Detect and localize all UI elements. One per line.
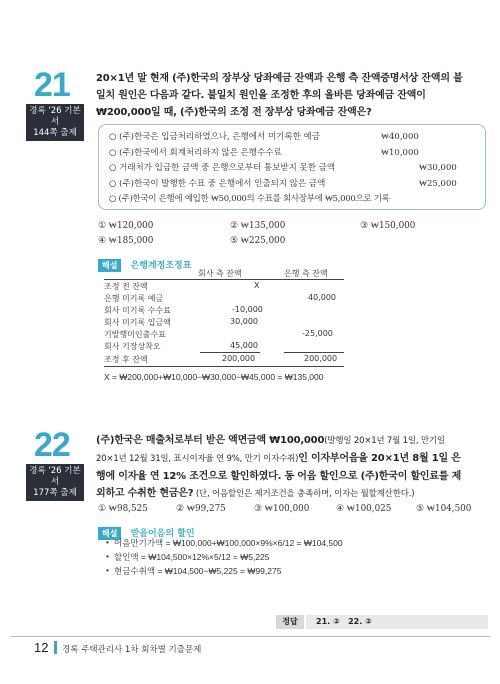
given-item-text: ○ (주)한국은 입금처리하였으나, 은행에서 미기록한 예금: [109, 132, 320, 142]
stem-bold: 인 이자부어음을 20×1년 8월 1일 은: [298, 453, 461, 464]
question-tag-22: [26, 464, 84, 501]
table-header-bank: 은행 측 잔액: [284, 269, 328, 278]
table-row-bank: 200,000: [304, 354, 338, 363]
given-item: [109, 146, 475, 162]
given-item: [109, 130, 475, 146]
choice-3[interactable]: ③ ₩100,000: [254, 504, 310, 514]
answer-label: 정답: [276, 615, 304, 629]
choice-4[interactable]: ④ ₩100,025: [336, 504, 392, 514]
table-row-label: 회사 미기록 수수료: [104, 306, 171, 315]
given-item-amount: ₩40,000: [381, 132, 419, 142]
page-number: 12: [34, 640, 49, 655]
table-row-company: 200,000: [222, 354, 256, 363]
stem-line: 20×1년 말 현재 (주)한국의 장부상 당좌예금 잔액과 은행 측 잔액증명서상 잔액의 불: [96, 73, 463, 84]
stem-line: [96, 450, 488, 468]
stem-light: (발행일 20×1년 7월 1일, 만기일: [324, 436, 445, 446]
table-row: [104, 293, 336, 304]
choice-5[interactable]: ⑤ ₩104,500: [416, 504, 472, 514]
choice-1[interactable]: ① ₩120,000: [98, 221, 154, 231]
table-row: [104, 329, 333, 340]
stem-line: [96, 485, 488, 503]
question-tag-line2: 144쪽 출제: [33, 128, 77, 138]
table-rule-top: [104, 279, 344, 280]
table-row-label: 조정 후 잔액: [104, 355, 148, 364]
question-tag-21: [26, 104, 84, 141]
footer-title: 경록 주택관리사 1차 회차별 기출문제: [62, 645, 202, 655]
table-row: [104, 305, 263, 316]
given-item-amount: ₩30,000: [419, 163, 457, 173]
stem-line: [96, 432, 488, 450]
choice-4[interactable]: ④ ₩185,000: [98, 236, 154, 246]
question-tag-line2: 177쪽 출제: [33, 488, 77, 498]
reconciliation-table: [104, 268, 344, 386]
given-item-text: ○ (주)한국이 발행한 수표 중 은행에서 인출되지 않은 금액: [109, 178, 326, 189]
table-row: [104, 354, 338, 365]
question-number-22: 22: [34, 426, 70, 464]
table-row-company: X: [254, 281, 260, 290]
formula-21: X = ₩200,000+₩10,000−₩30,000−₩45,000 = ₩135,000: [104, 372, 324, 382]
stem-line: 행에 이자율 연 12% 조건으로 할인하였다. 동 어음 할인으로 (주)한국이 할인료를 제: [96, 471, 462, 482]
footer-divider: [10, 636, 490, 637]
footer-accent-bar: [54, 641, 57, 654]
table-row-label: 은행 미기록 예금: [104, 294, 164, 303]
given-item-text: ○ (주)한국에서 회계처리하지 않은 은행수수료: [109, 147, 282, 158]
question-stem-22: [96, 432, 488, 503]
stem-light: 20×1년 12월 31일, 표시이자율 연 9%, 만기 이자수취): [96, 454, 299, 464]
stem-bold: 외하고 수취한 현금은?: [96, 488, 194, 499]
explanation-bullet: • 현금수취액 = ₩104,500−₩5,225 = ₩99,275: [114, 565, 281, 577]
table-rule-sum-bank: [284, 352, 344, 353]
question-number-21: 21: [34, 66, 70, 104]
table-row-company: 45,000: [230, 341, 258, 350]
given-items-box: [98, 124, 486, 210]
explanation-title: 은행계정조정표: [130, 261, 192, 271]
explanation-title: 받을어음의 할인: [130, 529, 195, 539]
table-row-company: -10,000: [232, 305, 263, 314]
choice-1[interactable]: ① ₩98,525: [98, 504, 148, 514]
choice-2[interactable]: ② ₩99,275: [176, 504, 226, 514]
answer-value: 21. ② 22. ②: [306, 615, 488, 629]
given-item-amount: ₩10,000: [381, 147, 419, 158]
given-item-amount: ₩25,000: [419, 178, 457, 189]
table-row-label: 기발행미인출수표: [104, 330, 166, 339]
table-row: [104, 341, 258, 352]
table-row-label: 조정 전 잔액: [104, 282, 148, 291]
table-row: [104, 317, 258, 328]
stem-light: (단, 어음할인은 제거조건을 충족하며, 이자는 월할계산한다.): [193, 489, 415, 499]
question-tag-line1: 경록 '26 기본서: [29, 106, 81, 127]
table-row-company: 30,000: [230, 317, 258, 326]
table-row: [104, 281, 260, 292]
given-item: [109, 161, 475, 177]
choice-2[interactable]: ② ₩135,000: [230, 221, 286, 231]
explanation-badge: 해설: [98, 259, 121, 272]
choice-5[interactable]: ⑤ ₩225,000: [230, 236, 286, 246]
explanation-badge: 해설: [98, 527, 121, 540]
given-item-text: ○ 거래처가 입금한 금액 중 은행으로부터 통보받지 못한 금액: [109, 163, 336, 173]
given-item-text: ○ (주)한국이 은행에 예입한 ₩50,000의 수표를 회사장부에 ₩5,000으로 기록: [109, 194, 390, 204]
table-row-bank: -25,000: [302, 329, 333, 338]
table-rule-bottom: [104, 366, 344, 367]
table-row-label: 회사 미기록 입금액: [104, 318, 171, 327]
choice-3[interactable]: ③ ₩150,000: [360, 221, 416, 231]
table-rule-sum-company: [200, 352, 260, 353]
table-row-label: 회사 기장상착오: [104, 342, 161, 351]
explanation-bullet: • 할인액 = ₩104,500×12%×5/12 = ₩5,225: [114, 551, 270, 563]
given-item: [109, 192, 475, 208]
stem-bold: (주)한국은 매출처로부터 받은 액면금액 ₩100,000: [96, 435, 325, 446]
given-item: [109, 177, 475, 193]
question-stem-21: [96, 70, 486, 121]
table-row-bank: 40,000: [308, 293, 336, 302]
table-header-company: 회사 측 잔액: [198, 269, 242, 278]
stem-line: 일치 원인은 다음과 같다. 불일치 원인을 조정한 후의 올바른 당좌예금 잔액이: [96, 90, 426, 101]
question-tag-line1: 경록 '26 기본서: [29, 466, 81, 487]
stem-line: ₩200,000일 때, (주)한국의 조정 전 장부상 당좌예금 잔액은?: [96, 107, 372, 118]
explanation-bullet: • 어음만기가액 = ₩100,000+₩100,000×9%×6/12 = ₩104,500: [114, 537, 343, 549]
